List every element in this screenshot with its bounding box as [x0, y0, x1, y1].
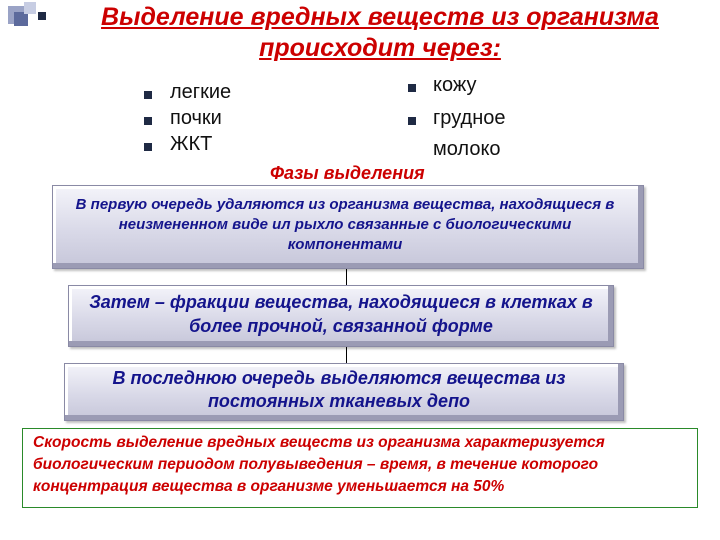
title-line-1: Выделение вредных веществ из организма	[101, 3, 659, 31]
phases-heading: Фазы выделения	[270, 163, 425, 183]
footer-note	[22, 428, 698, 508]
phase-connector	[346, 347, 347, 363]
phase-box-2	[68, 285, 614, 347]
route-item: кожу	[433, 74, 477, 96]
bullet-icon	[144, 117, 152, 125]
phase-text: Затем – фракции вещества, находящиеся в клетках в более прочной, связанной форме	[89, 292, 593, 336]
bullet-icon	[144, 91, 152, 99]
slide-title	[40, 2, 720, 64]
phase-box-3	[64, 363, 624, 421]
corner-square-icon	[24, 2, 36, 14]
corner-square-icon	[14, 12, 28, 26]
phase-text: В последнюю очередь выделяются вещества из постоянных тканевых депо	[112, 368, 566, 411]
route-item: почки	[170, 107, 222, 129]
bullet-icon	[144, 143, 152, 151]
bullet-icon	[408, 84, 416, 92]
title-line-2: происходит через:	[259, 34, 501, 62]
route-item: легкие	[170, 81, 232, 103]
phase-box-1	[52, 185, 644, 269]
bullet-icon	[408, 117, 416, 125]
phase-text: В первую очередь удаляются из организма вещества, находящиеся в неизмененном виде ил рыхло связанные с биологическими компонентами	[75, 196, 615, 253]
route-item: молоко	[433, 138, 501, 160]
route-item: ЖКТ	[170, 133, 213, 155]
phase-connector	[346, 269, 347, 285]
footer-text: Скорость выделение вредных веществ из организма характеризуется биологическим периодом полувыведения – время, в течение которого концентрация вещества в организме уменьшается на 50%	[33, 434, 605, 495]
route-item: грудное	[433, 107, 506, 129]
